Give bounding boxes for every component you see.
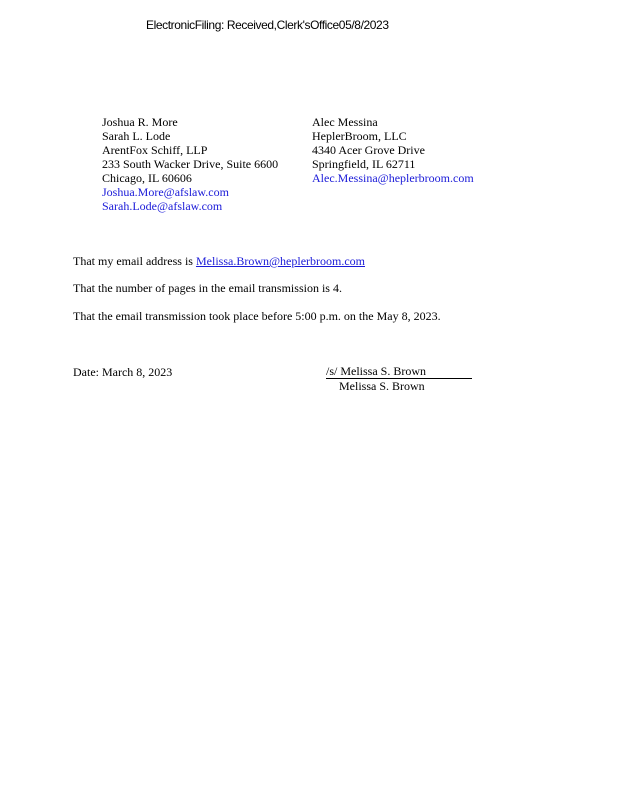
- city-state-zip: Springfield, IL 62711: [312, 157, 416, 171]
- email-link[interactable]: Sarah.Lode@afslaw.com: [102, 199, 223, 213]
- service-address-left: [102, 115, 278, 213]
- printed-name: Melissa S. Brown: [339, 379, 425, 393]
- email-statement: [73, 254, 365, 268]
- sender-email-link[interactable]: Melissa.Brown@heplerbroom.com: [195, 254, 366, 268]
- pages-statement: That the number of pages in the email transmission is 4.: [73, 281, 342, 295]
- street-address: 4340 Acer Grove Drive: [312, 143, 425, 157]
- email-link[interactable]: Joshua.More@afslaw.com: [102, 185, 229, 199]
- time-statement: That the email transmission took place before 5:00 p.m. on the May 8, 2023.: [73, 309, 441, 323]
- service-address-right: [312, 115, 474, 185]
- email-link[interactable]: Alec.Messina@heplerbroom.com: [312, 171, 474, 185]
- city-state-zip: Chicago, IL 60606: [102, 171, 192, 185]
- firm-name: HeplerBroom, LLC: [312, 129, 407, 143]
- attorney-name: Alec Messina: [312, 115, 378, 129]
- attorney-name: Sarah L. Lode: [102, 129, 171, 143]
- email-statement-text: That my email address is: [73, 254, 196, 268]
- filing-stamp: ElectronicFiling: Received,Clerk'sOffice05/8/2023: [146, 18, 389, 32]
- signature-line: /s/ Melissa S. Brown: [326, 365, 472, 379]
- street-address: 233 South Wacker Drive, Suite 6600: [102, 157, 279, 171]
- attorney-name: Joshua R. More: [102, 115, 178, 129]
- date-line: Date: March 8, 2023: [73, 365, 173, 379]
- firm-name: ArentFox Schiff, LLP: [102, 143, 208, 157]
